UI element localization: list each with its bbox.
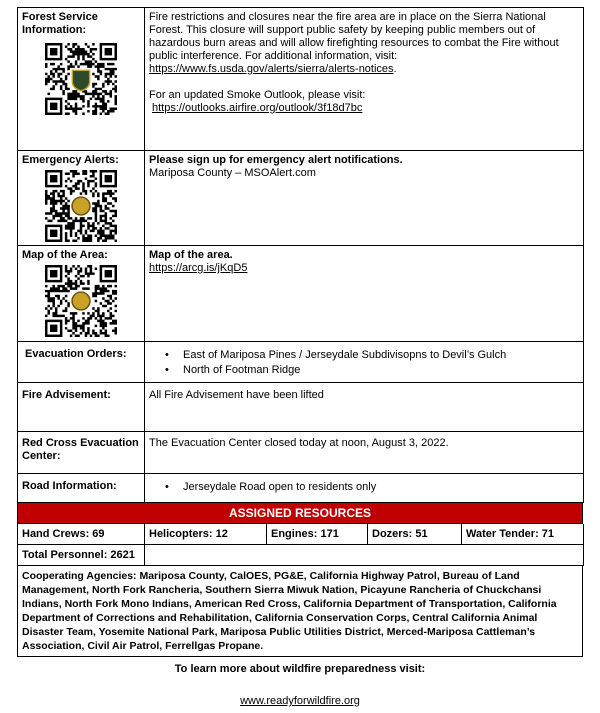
label-cell: [18, 474, 145, 503]
resources-table: [17, 524, 584, 566]
usfs-shield-icon: [72, 70, 89, 91]
row-label: Red Cross Evacuation Center:: [22, 437, 139, 462]
total-personnel-cell: Total Personnel: 2621: [18, 545, 145, 566]
forest-service-text: Fire restrictions and closures near the fire area are in place on the Sierra National Forest. This closure will support public safety by keeping public members out of hazardous burn areas and will allow firefighting resources to combat the Fire without public interference. For additional information, visit: https://www.fs.usda.gov/alerts/sierra/alerts-notices.: [149, 11, 559, 75]
content-cell: [145, 246, 584, 342]
content-cell: [145, 151, 584, 246]
row-label: Evacuation Orders:: [25, 348, 127, 360]
row-forest-service: [18, 8, 584, 151]
total-row: [18, 545, 584, 566]
row-road-information: [18, 474, 584, 503]
road-list: [149, 481, 579, 494]
content-cell: [145, 342, 584, 383]
footer-link[interactable]: www.readyforwildfire.org: [240, 695, 360, 707]
emergency-heading: Please sign up for emergency alert notifications.: [149, 154, 403, 166]
smoke-outlook-text: For an updated Smoke Outlook, please visit:: [149, 89, 366, 101]
assigned-resources-banner: ASSIGNED RESOURCES: [17, 503, 583, 524]
list-item: • East of Mariposa Pines / Jerseydale Subdivisopns to Devil’s Gulch: [183, 349, 579, 362]
engines-cell: Engines: 171: [267, 524, 368, 545]
info-table: [17, 7, 584, 503]
row-label: Road Information:: [22, 480, 117, 492]
cooperating-agencies: Cooperating Agencies: Mariposa County, CalOES, PG&E, California Highway Patrol, Bureau of Land Management, North Fork Rancheria, Southern Sierra Miwuk Nation, Picayune Rancheria of Chuckchansi Indians, North Fork Mono Indians, American Red Cross, California Department of Transportation, California Department of Corrections and Rehabilitation, California Conservation Corps, Central California Animal Disaster Team, Yosemite National Park, Mariposa Public Utilities District, Merced-Mariposa Cattleman’s Association, Civil Air Patrol, Ferrellgas Propane.: [17, 566, 583, 657]
row-label: Emergency Alerts:: [22, 154, 119, 166]
row-evacuation-orders: [18, 342, 584, 383]
label-cell: [18, 151, 145, 246]
list-item: • North of Footman Ridge: [183, 364, 579, 377]
smoke-outlook-link[interactable]: https://outlooks.airfire.org/outlook/3f18d7bc: [152, 102, 363, 114]
label-cell: [18, 246, 145, 342]
map-link[interactable]: https://arcg.is/jKqD5: [149, 262, 248, 274]
row-fire-advisement: [18, 383, 584, 432]
row-label: Forest Service Information:: [22, 11, 98, 36]
hand-crews-cell: Hand Crews: 69: [18, 524, 145, 545]
content-cell: [145, 383, 584, 432]
row-label: Map of the Area:: [22, 249, 108, 261]
alerts-link[interactable]: https://www.fs.usda.gov/alerts/sierra/alerts-notices: [149, 63, 394, 75]
label-cell: [18, 342, 145, 383]
qr-code-icon[interactable]: [45, 43, 117, 115]
content-cell: [145, 432, 584, 474]
helicopters-cell: Helicopters: 12: [145, 524, 267, 545]
qr-code-icon[interactable]: [45, 170, 117, 242]
red-cross-text: The Evacuation Center closed today at noon, August 3, 2022.: [149, 437, 449, 449]
bulletin: [17, 7, 583, 657]
footer-link-wrap: [0, 695, 600, 707]
county-seal-icon: [72, 292, 90, 310]
empty-cell: [145, 545, 584, 566]
dozers-cell: Dozers: 51: [368, 524, 462, 545]
list-item: • Jerseydale Road open to residents only: [183, 481, 579, 494]
emergency-text: Mariposa County – MSOAlert.com: [149, 167, 316, 179]
row-emergency-alerts: [18, 151, 584, 246]
row-red-cross: [18, 432, 584, 474]
water-tender-cell: Water Tender: 71: [462, 524, 584, 545]
content-cell: [145, 474, 584, 503]
label-cell: [18, 8, 145, 151]
evacuation-list: [149, 349, 579, 377]
advisement-text: All Fire Advisement have been lifted: [149, 389, 324, 401]
qr-code-icon[interactable]: [45, 265, 117, 337]
resources-row: [18, 524, 584, 545]
map-heading: Map of the area.: [149, 249, 233, 261]
content-cell: [145, 8, 584, 151]
row-map-area: [18, 246, 584, 342]
row-label: Fire Advisement:: [22, 389, 111, 401]
footer-prompt: To learn more about wildfire preparedness visit:: [174, 663, 426, 675]
label-cell: [18, 432, 145, 474]
label-cell: [18, 383, 145, 432]
county-seal-icon: [72, 197, 90, 215]
